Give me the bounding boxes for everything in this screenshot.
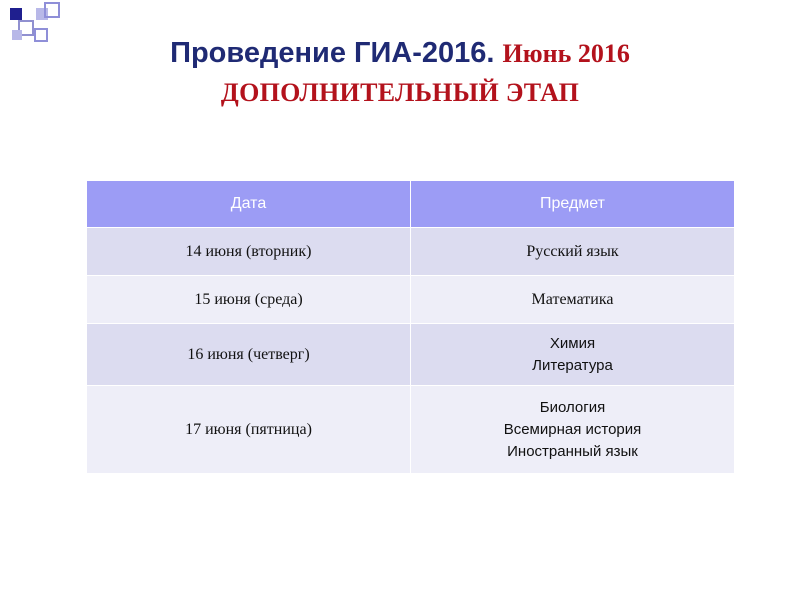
- header-subject: Предмет: [411, 181, 735, 228]
- title-main: Проведение ГИА-2016.: [170, 37, 495, 69]
- subject-item: Биология: [539, 398, 606, 416]
- table-row: [87, 386, 735, 474]
- exam-schedule-table: [86, 180, 735, 474]
- title-line-1: [0, 34, 800, 73]
- table-header-row: [87, 181, 735, 228]
- row-subject: [411, 228, 735, 276]
- square-icon: [10, 8, 22, 20]
- title-sub: Июнь 2016: [502, 39, 630, 68]
- row-date: 16 июня (четверг): [87, 324, 411, 386]
- row-date: 15 июня (среда): [87, 276, 411, 324]
- slide-title: [0, 34, 800, 111]
- row-subject: [411, 386, 735, 474]
- subject-item: Иностранный язык: [507, 442, 638, 460]
- table-row: [87, 228, 735, 276]
- subject-item: Русский язык: [526, 242, 619, 260]
- subject-item: Математика: [531, 290, 614, 308]
- table-row: [87, 276, 735, 324]
- row-subject: [411, 276, 735, 324]
- title-stage: ДОПОЛНИТЕЛЬНЫЙ ЭТАП: [220, 78, 580, 107]
- subject-item: Литература: [532, 356, 613, 374]
- row-date: 17 июня (пятница): [87, 386, 411, 474]
- row-subject: [411, 324, 735, 386]
- subject-item: Химия: [549, 334, 596, 352]
- subject-item: Всемирная история: [503, 420, 642, 438]
- row-date: 14 июня (вторник): [87, 228, 411, 276]
- table-row: [87, 324, 735, 386]
- header-date: Дата: [87, 181, 411, 228]
- square-icon: [44, 2, 60, 18]
